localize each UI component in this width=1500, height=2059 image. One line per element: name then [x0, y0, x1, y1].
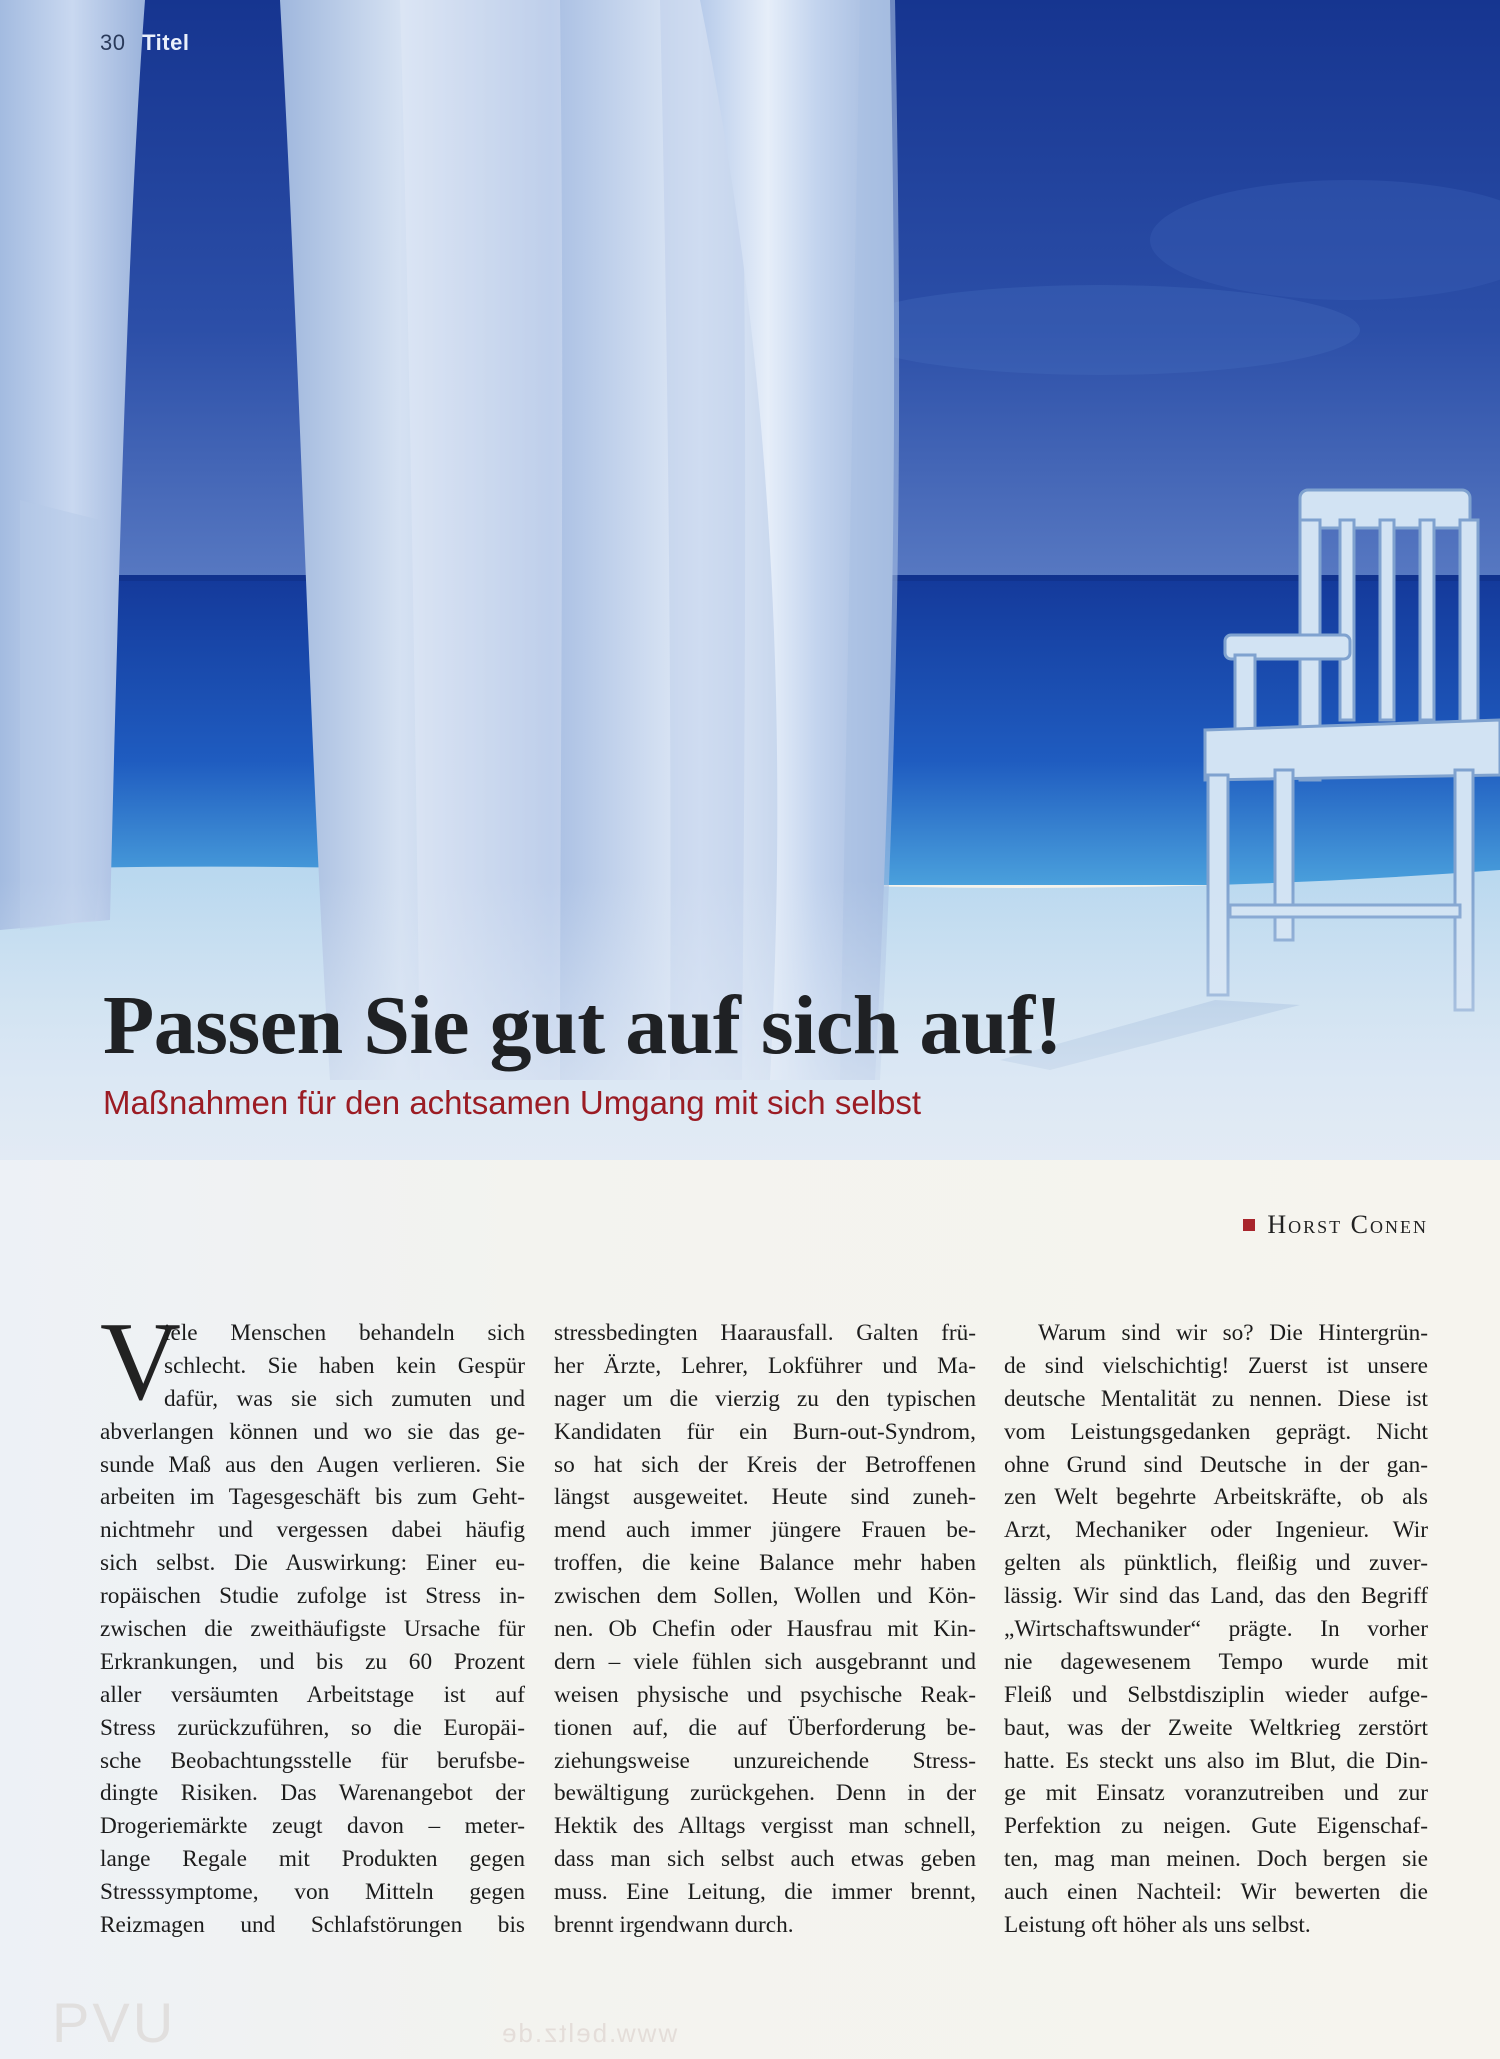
text-line: sich selbst. Die Auswirkung: Einer eu- [100, 1550, 525, 1577]
text-line: „Wirtschaftswunder“ prägte. In vorher [1004, 1616, 1428, 1643]
text-line: Reizmagen und Schlafstörungen bis [100, 1912, 525, 1939]
text-line: lange Regale mit Produkten gegen [100, 1846, 525, 1873]
author-byline [1243, 1210, 1428, 1240]
text-line: sunde Maß aus den Augen verlieren. Sie [100, 1451, 525, 1478]
running-header [100, 30, 189, 56]
text-line: stressbedingten Haarausfall. Galten frü- [554, 1320, 976, 1346]
text-line: sche Beobachtungsstelle für berufsbe- [100, 1747, 525, 1774]
text-line: troffen, die keine Balance mehr haben [554, 1550, 976, 1577]
text-line: Warum sind wir so? Die Hintergrün- [1038, 1320, 1428, 1346]
text-line: ge mit Einsatz voranzutreiben und zur [1004, 1780, 1428, 1807]
text-line: Stress zurückzuführen, so die Europäi- [100, 1714, 525, 1741]
text-line: nen. Ob Chefin oder Hausfrau mit Kin- [554, 1616, 976, 1643]
text-line: de sind vielschichtig! Zuerst ist unsere [1004, 1352, 1428, 1379]
text-line: Arzt, Mechaniker oder Ingenieur. Wir [1004, 1517, 1428, 1544]
text-line: baut, was der Zweite Weltkrieg zerstört [1004, 1714, 1428, 1741]
text-line: ropäischen Studie zufolge ist Stress in- [100, 1583, 525, 1610]
author-name: Horst Conen [1267, 1210, 1428, 1239]
text-line: Leistung oft höher als uns selbst. [1004, 1912, 1311, 1939]
text-line: deutsche Mentalität zu nennen. Diese ist [1004, 1385, 1428, 1412]
text-line: abverlangen können und wo sie das ge- [100, 1418, 525, 1445]
article-column-3 [1004, 1317, 1428, 1942]
text-line: zwischen dem Sollen, Wollen und Kön- [554, 1583, 976, 1610]
text-line: hatte. Es steckt uns also im Blut, die Din- [1004, 1747, 1428, 1774]
text-line: Hektik des Alltags vergisst man schnell, [554, 1813, 976, 1840]
text-line: arbeiten im Tagesgeschäft bis zum Geht- [100, 1484, 525, 1511]
text-line: längst ausgeweitet. Heute sind zuneh- [554, 1484, 976, 1511]
text-line: dingte Risiken. Das Warenangebot der [100, 1780, 525, 1807]
text-line: Fleiß und Selbstdisziplin wieder aufge- [1004, 1681, 1428, 1708]
showthrough-left: PVU [52, 1991, 177, 2054]
page-number: 30 [100, 30, 126, 55]
text-line: Kandidaten für ein Burn-out-Syndrom, [554, 1418, 976, 1445]
text-line: Erkrankungen, und bis zu 60 Prozent [100, 1648, 525, 1675]
text-line: gelten als pünktlich, fleißig und zuver- [1004, 1550, 1428, 1577]
text-line: her Ärzte, Lehrer, Lokführer und Ma- [554, 1352, 976, 1379]
text-line: Drogeriemärkte zeugt davon – meter- [100, 1813, 525, 1840]
text-line: nichtmehr und vergessen dabei häufig [100, 1517, 525, 1544]
text-line: Stresssymptome, von Mitteln gegen [100, 1879, 525, 1906]
text-line: vom Leistungsgedanken geprägt. Nicht [1004, 1418, 1428, 1445]
showthrough-center: www.beltz.de [500, 2018, 678, 2048]
text-line: ten, mag man meinen. Doch bergen sie [1004, 1846, 1428, 1873]
text-line: dern – viele fühlen sich ausgebrannt und [554, 1648, 976, 1675]
text-line: nager um die vierzig zu den typischen [554, 1385, 976, 1412]
text-line: zwischen die zweithäufigste Ursache für [100, 1616, 525, 1643]
text-line: brennt irgendwann durch. [554, 1912, 794, 1939]
text-line: mend auch immer jüngere Frauen be- [554, 1517, 976, 1544]
text-line: lässig. Wir sind das Land, das den Begriff [1004, 1583, 1428, 1610]
section-label: Titel [142, 30, 190, 55]
text-line: weisen physische und psychische Reak- [554, 1681, 976, 1708]
text-line: dass man sich selbst auch etwas geben [554, 1846, 976, 1873]
drop-cap: V [100, 1300, 181, 1424]
text-line: aller versäumten Arbeitstage ist auf [100, 1681, 525, 1708]
article-subheadline: Maßnahmen für den achtsamen Umgang mit sich selbst [103, 1084, 922, 1121]
column-paragraph [100, 1317, 525, 1942]
text-line: auch einen Nachteil: Wir bewerten die [1004, 1879, 1428, 1906]
text-line: ziehungsweise unzureichende Stress- [554, 1747, 976, 1774]
text-line: tionen auf, die auf Überforderung be- [554, 1714, 976, 1741]
column-paragraph [1004, 1317, 1428, 1942]
text-line: zen Welt begehrte Arbeitskräfte, ob als [1004, 1484, 1428, 1511]
text-line: dafür, was sie sich zumuten und [164, 1385, 525, 1412]
text-line: so hat sich der Kreis der Betroffenen [554, 1451, 976, 1478]
article-column-2 [554, 1317, 976, 1942]
byline-square-icon [1243, 1219, 1255, 1231]
text-line: schlecht. Sie haben kein Gespür [164, 1352, 525, 1379]
text-line: nie dagewesenem Tempo wurde mit [1004, 1648, 1428, 1675]
column-paragraph [554, 1317, 976, 1942]
article-headline: Passen Sie gut auf sich auf! [103, 979, 1063, 1072]
text-line: bewältigung zurückgehen. Denn in der [554, 1780, 976, 1807]
text-line: Perfektion zu neigen. Gute Eigenschaf- [1004, 1813, 1428, 1840]
text-line: iele Menschen behandeln sich [164, 1320, 525, 1346]
text-line: muss. Eine Leitung, die immer brennt, [554, 1879, 976, 1906]
text-line: ohne Grund sind Deutsche in der gan- [1004, 1451, 1428, 1478]
article-column-1 [100, 1317, 525, 1942]
